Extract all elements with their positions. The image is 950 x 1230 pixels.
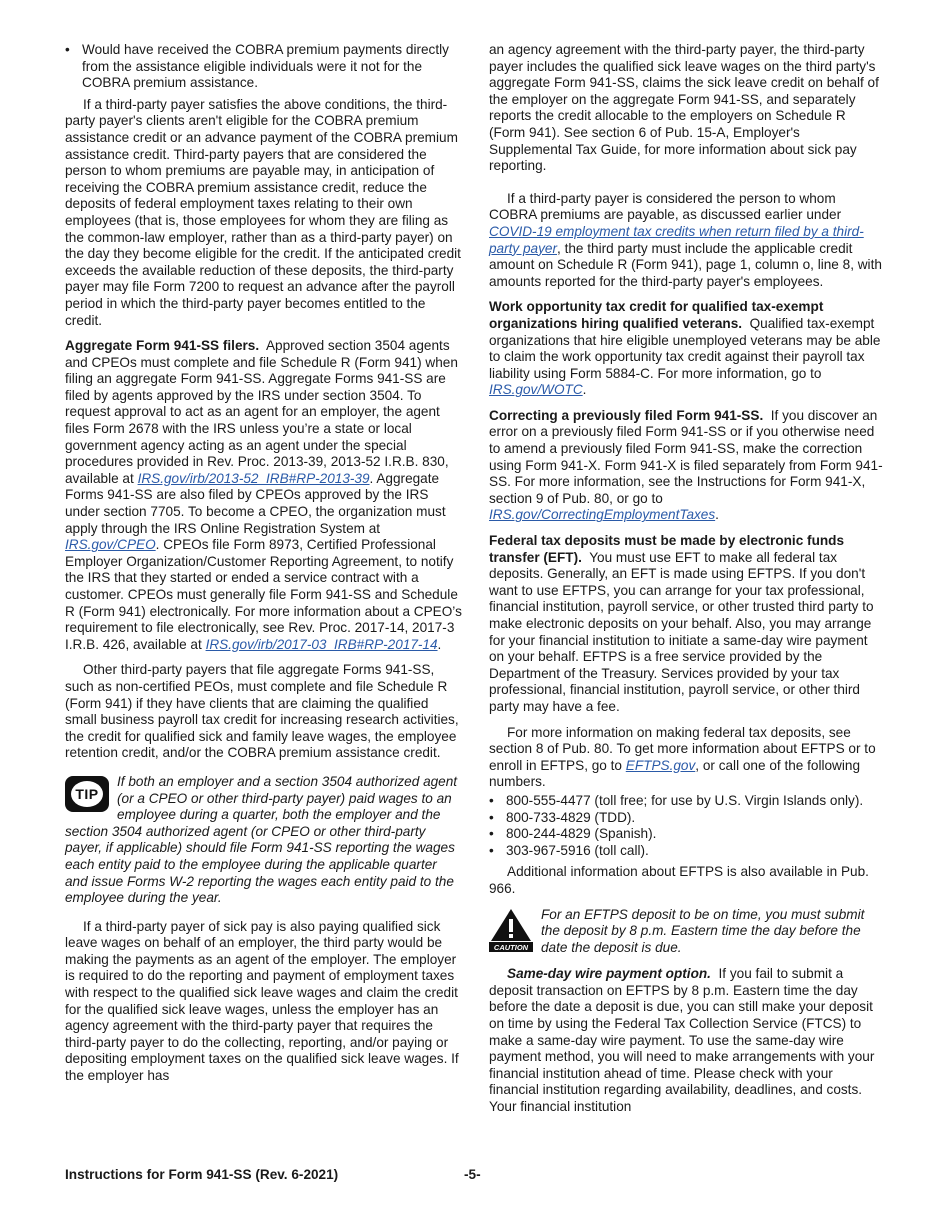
page-number: -5-	[464, 1167, 481, 1182]
section-heading: Work opportunity tax credit for qualified tax-exempt organizations hiring qualified veterans.	[489, 299, 824, 331]
right-column	[489, 42, 885, 1125]
list-item: • 800-733-4829 (TDD).	[489, 809, 636, 825]
bullet-icon: •	[489, 826, 494, 842]
bullet-icon: •	[489, 809, 494, 825]
link-cpeo[interactable]: IRS.gov/CPEO	[65, 537, 156, 553]
paragraph: If a third-party payer is considered the person to whom COBRA premiums are payable, as discussed earlier under COVID-19 employment tax credits when return filed by a third-party payer, the third party must include the applicable credit amount on Schedule R (Form 941), page 1, column o, line 8, with amounts reported for the third-party payer's employees.	[489, 190, 882, 289]
bullet-icon: •	[489, 842, 494, 858]
paragraph-wotc: Work opportunity tax credit for qualified tax-exempt organizations hiring qualified veterans. Qualified tax-exempt organizations that hire eligible unemployed veterans may be able to claim the work opportunity tax credit against their payroll tax liability using Form 5884-C. For more information, go to IRS.gov/WOTC.	[489, 299, 881, 398]
tip-text: If both an employer and a section 3504 authorized agent (or a CPEO or other third-party payer) paid wages to an employee during a quarter, both the employer and the section 3504 authorized agent (or CPEO or other third-party payer, if applicable) should file Form 941-SS reporting the wages each entity paid to the employee during the applicable quarter and issue Forms W-2 reporting the wages each entity paid to the employee during the year.	[65, 773, 458, 906]
section-heading: Federal tax deposits must be made by electronic funds transfer (EFT).	[489, 533, 845, 565]
paragraph: If a third-party payer satisfies the above conditions, the third-party payer's clients aren't eligible for the COBRA premium assistance credit or an advance payment of the COBRA premium assistance credit. Third-party payers that are considered the person to whom premiums are payable may, in anticipation of receiving the COBRA premium assistance credit, reduce the deposits of federal employment taxes relating to their own employees (that is, those employees for whom they are filing as the common-law employer, rather than as a third-party payer) on the day they become eligible for the credit. If the anticipated credit exceeds the available reduction of these deposits, the third-party payer may file Form 7200 to request an advance after the payroll period in which the third-party payer becomes entitled to the credit.	[65, 96, 461, 328]
link-covid-credits[interactable]: COVID-19 employment tax credits when return filed by a third-party payer	[489, 223, 864, 256]
list-item: • 303-967-5916 (toll call).	[489, 842, 649, 858]
paragraph: Additional information about EFTPS is also available in Pub. 966.	[489, 864, 869, 896]
tip-box	[65, 774, 462, 907]
caution-text: For an EFTPS deposit to be on time, you must submit the deposit by 8 p.m. Eastern time the day before the date the deposit is due.	[541, 906, 865, 955]
left-column	[65, 42, 462, 1094]
paragraph: an agency agreement with the third-party payer, the third-party payer includes the qualified sick leave wages on the third party's aggregate Form 941-SS, claims the sick leave credit on behalf of the employer on the aggregate Form 941-SS, and separately reports the credit allocable to the employers on Schedule R (Form 941). See section 6 of Pub. 15-A, Employer's Supplemental Tax Guide, for more information about sick pay reporting.	[489, 42, 879, 174]
bullet-icon: •	[489, 792, 494, 808]
footer-title: Instructions for Form 941-SS (Rev. 6-2021)	[65, 1167, 339, 1182]
paragraph-correcting: Correcting a previously filed Form 941-SS. If you discover an error on a previously filed Form 941-SS or if you otherwise need to amend a previously filed Form 941-SS, make the correction using Form 941-X. Form 941-X is filed separately from Form 941-SS. For more information, see the Instructions for Form 941-X, section 9 of Pub. 80, or go to IRS.gov/CorrectingEmploymentTaxes.	[489, 407, 883, 523]
svg-text:CAUTION: CAUTION	[493, 942, 529, 952]
caution-box	[489, 907, 885, 957]
paragraph: Other third-party payers that file aggregate Forms 941-SS, such as non-certified PEOs, must complete and file Schedule R (Form 941) if they have clients that are claiming the qualified small business payroll tax credit for increasing research activities, the credit for qualified sick and family leave wages, the employee retention credit, and/or the COBRA premium assistance credit.	[65, 662, 459, 761]
paragraph: If a third-party payer of sick pay is also paying qualified sick leave wages on behalf of an employer, the third party would be making the payments as an agent of the employer. The employer is required to do the reporting and payment of employment taxes with respect to the qualified sick leave wages and claim the credit for the qualified sick leave wages, unless the employer has an agency agreement with the third-party payer that requires the third-party payer to do the collecting, reporting, and/or paying or depositing employment taxes on the qualified sick leave wages. If the employer has	[65, 918, 459, 1084]
link-eftps[interactable]: EFTPS.gov	[625, 757, 696, 773]
list-item: • 800-244-4829 (Spanish).	[489, 826, 657, 842]
link-irb-2013-52[interactable]: IRS.gov/irb/2013-52_IRB#RP-2013-39	[137, 470, 370, 486]
section-heading: Same-day wire payment option.	[507, 966, 711, 982]
link-irb-2017-03[interactable]: IRS.gov/irb/2017-03_IRB#RP-2017-14	[205, 636, 438, 652]
list-item: • Would have received the COBRA premium payments directly from the assistance eligible individuals were it not for the COBRA premium assistance.	[65, 42, 449, 91]
paragraph-eft: Federal tax deposits must be made by electronic funds transfer (EFT). You must use EFT to make all federal tax deposits. Generally, an EFT is made using EFTPS. If you don't want to use EFTPS, you can arrange for your tax professional, financial institution, payroll service, or other trusted third party to make electronic deposits on your behalf. Also, you may arrange for your financial institution to initiate a same-day wire payment on your behalf. EFTPS is a free service provided by the Department of the Treasury. Services provided by your tax professional, financial institution, payroll service, or other third party may have a fee.	[489, 533, 874, 714]
bullet-icon: •	[65, 42, 70, 57]
paragraph-aggregate-filers: Aggregate Form 941-SS filers. Approved section 3504 agents and CPEOs must complete and file Schedule R (Form 941) when filing an aggregate Form 941-SS. Aggregate Forms 941-SS are filed by agents approved by the IRS under section 3504. To request approval to act as an agent for an employer, the agent files Form 2678 with the IRS unless you’re a state or local government agency acting as an agent under the special procedures provided in Rev. Proc. 2013-39, 2013-52 I.R.B. 830, available at IRS.gov/irb/2013-52_IRB#RP-2013-39. Aggregate Forms 941-SS are also filed by CPEOs approved by the IRS under section 7705. To become a CPEO, the organization must apply through the IRS Online Registration System at IRS.gov/CPEO. CPEOs file Form 8973, Certified Professional Employer Organization/Customer Reporting Agreement, to notify the IRS that they started or ended a service contract with a customer. CPEOs must generally file Form 941-SS and Schedule R (Form 941) electronically. For more information about a CPEO’s requirement to file electronically, see Rev. Proc. 2017-14, 2017-3 I.R.B. 426, available at IRS.gov/irb/2017-03_IRB#RP-2017-14.	[65, 338, 462, 652]
caution-icon	[489, 907, 533, 953]
link-wotc[interactable]: IRS.gov/WOTC	[489, 382, 583, 398]
paragraph: For more information on making federal tax deposits, see section 8 of Pub. 80. To get more information about EFTPS or to enroll in EFTPS, go to EFTPS.gov, or call one of the following numbers.	[489, 724, 876, 790]
paragraph-same-day-wire: Same-day wire payment option. If you fail to submit a deposit transaction on EFTPS by 8 p.m. Eastern time the day before the date a deposit is due, you can still make your deposit on time by using the Federal Tax Collection Service (FTCS) to make a same-day wire payment. To use the same-day wire payment method, you will need to make arrangements with your financial institution ahead of time. Please check with your financial institution regarding availability, deadlines, and costs. Your financial institution	[489, 966, 875, 1115]
list-item: • 800-555-4477 (toll free; for use by U.S. Virgin Islands only).	[489, 792, 864, 808]
tip-icon: TIP	[65, 776, 109, 812]
section-heading: Aggregate Form 941-SS filers.	[65, 338, 260, 354]
section-heading: Correcting a previously filed Form 941-SS.	[489, 407, 764, 423]
warning-triangle-icon	[489, 907, 533, 953]
link-correcting-taxes[interactable]: IRS.gov/CorrectingEmploymentTaxes	[489, 507, 716, 523]
